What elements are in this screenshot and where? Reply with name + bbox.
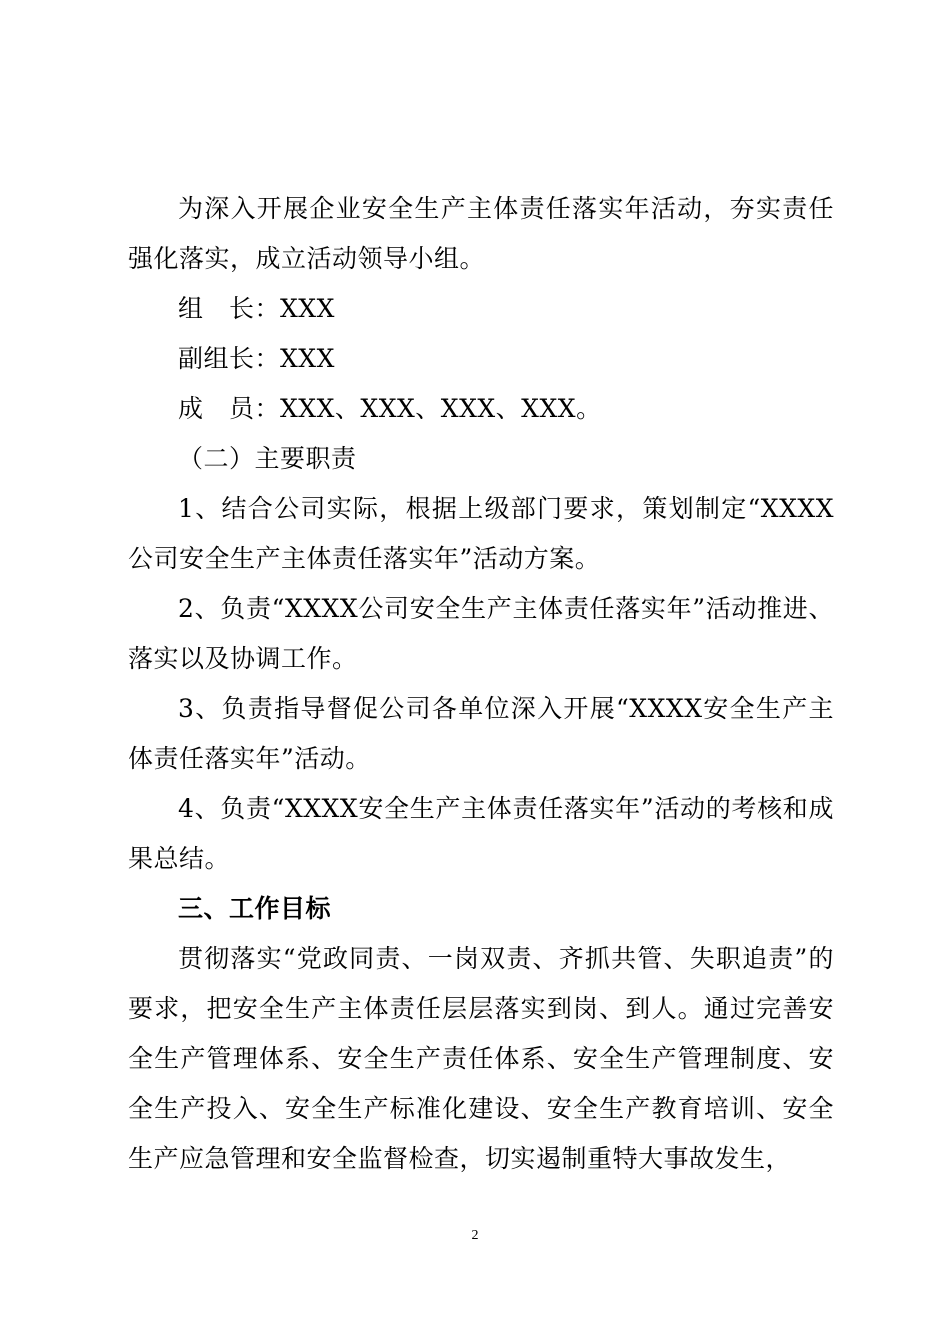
paragraph-group-leader: 组 长：XXX <box>178 294 335 323</box>
paragraph-deputy-leader: 副组长：XXX <box>178 344 335 373</box>
page-number: 2 <box>471 1228 479 1243</box>
section-heading-goals: 三、工作目标 <box>178 894 332 923</box>
paragraph-duty-4: 4、负责“XXXX安全生产主体责任落实年”活动的考核和成果总结。 <box>128 794 834 873</box>
paragraph-duty-3: 3、负责指导督促公司各单位深入开展“XXXX安全生产主体责任落实年”活动。 <box>128 694 834 773</box>
paragraph-duties-heading: （二）主要职责 <box>178 444 357 473</box>
paragraph-members: 成 员：XXX、XXX、XXX、XXX。 <box>178 394 602 423</box>
paragraph-goals: 贯彻落实“党政同责、一岗双责、齐抓共管、失职追责”的要求，把安全生产主体责任层层落实到岗、到人。通过完善安全生产管理体系、安全生产责任体系、安全生产管理制度、安全生产投入、安全生产标准化建设、安全生产教育培训、安全生产应急管理和安全监督检查，切实遏制重特大事故发生， <box>128 944 834 1173</box>
paragraph-intro: 为深入开展企业安全生产主体责任落实年活动，夯实责任强化落实，成立活动领导小组。 <box>128 194 834 273</box>
paragraph-duty-2: 2、负责“XXXX公司安全生产主体责任落实年”活动推进、落实以及协调工作。 <box>128 594 834 673</box>
paragraph-duty-1: 1、结合公司实际，根据上级部门要求，策划制定“XXXX公司安全生产主体责任落实年”活动方案。 <box>128 494 834 573</box>
document-body <box>128 184 834 1184</box>
